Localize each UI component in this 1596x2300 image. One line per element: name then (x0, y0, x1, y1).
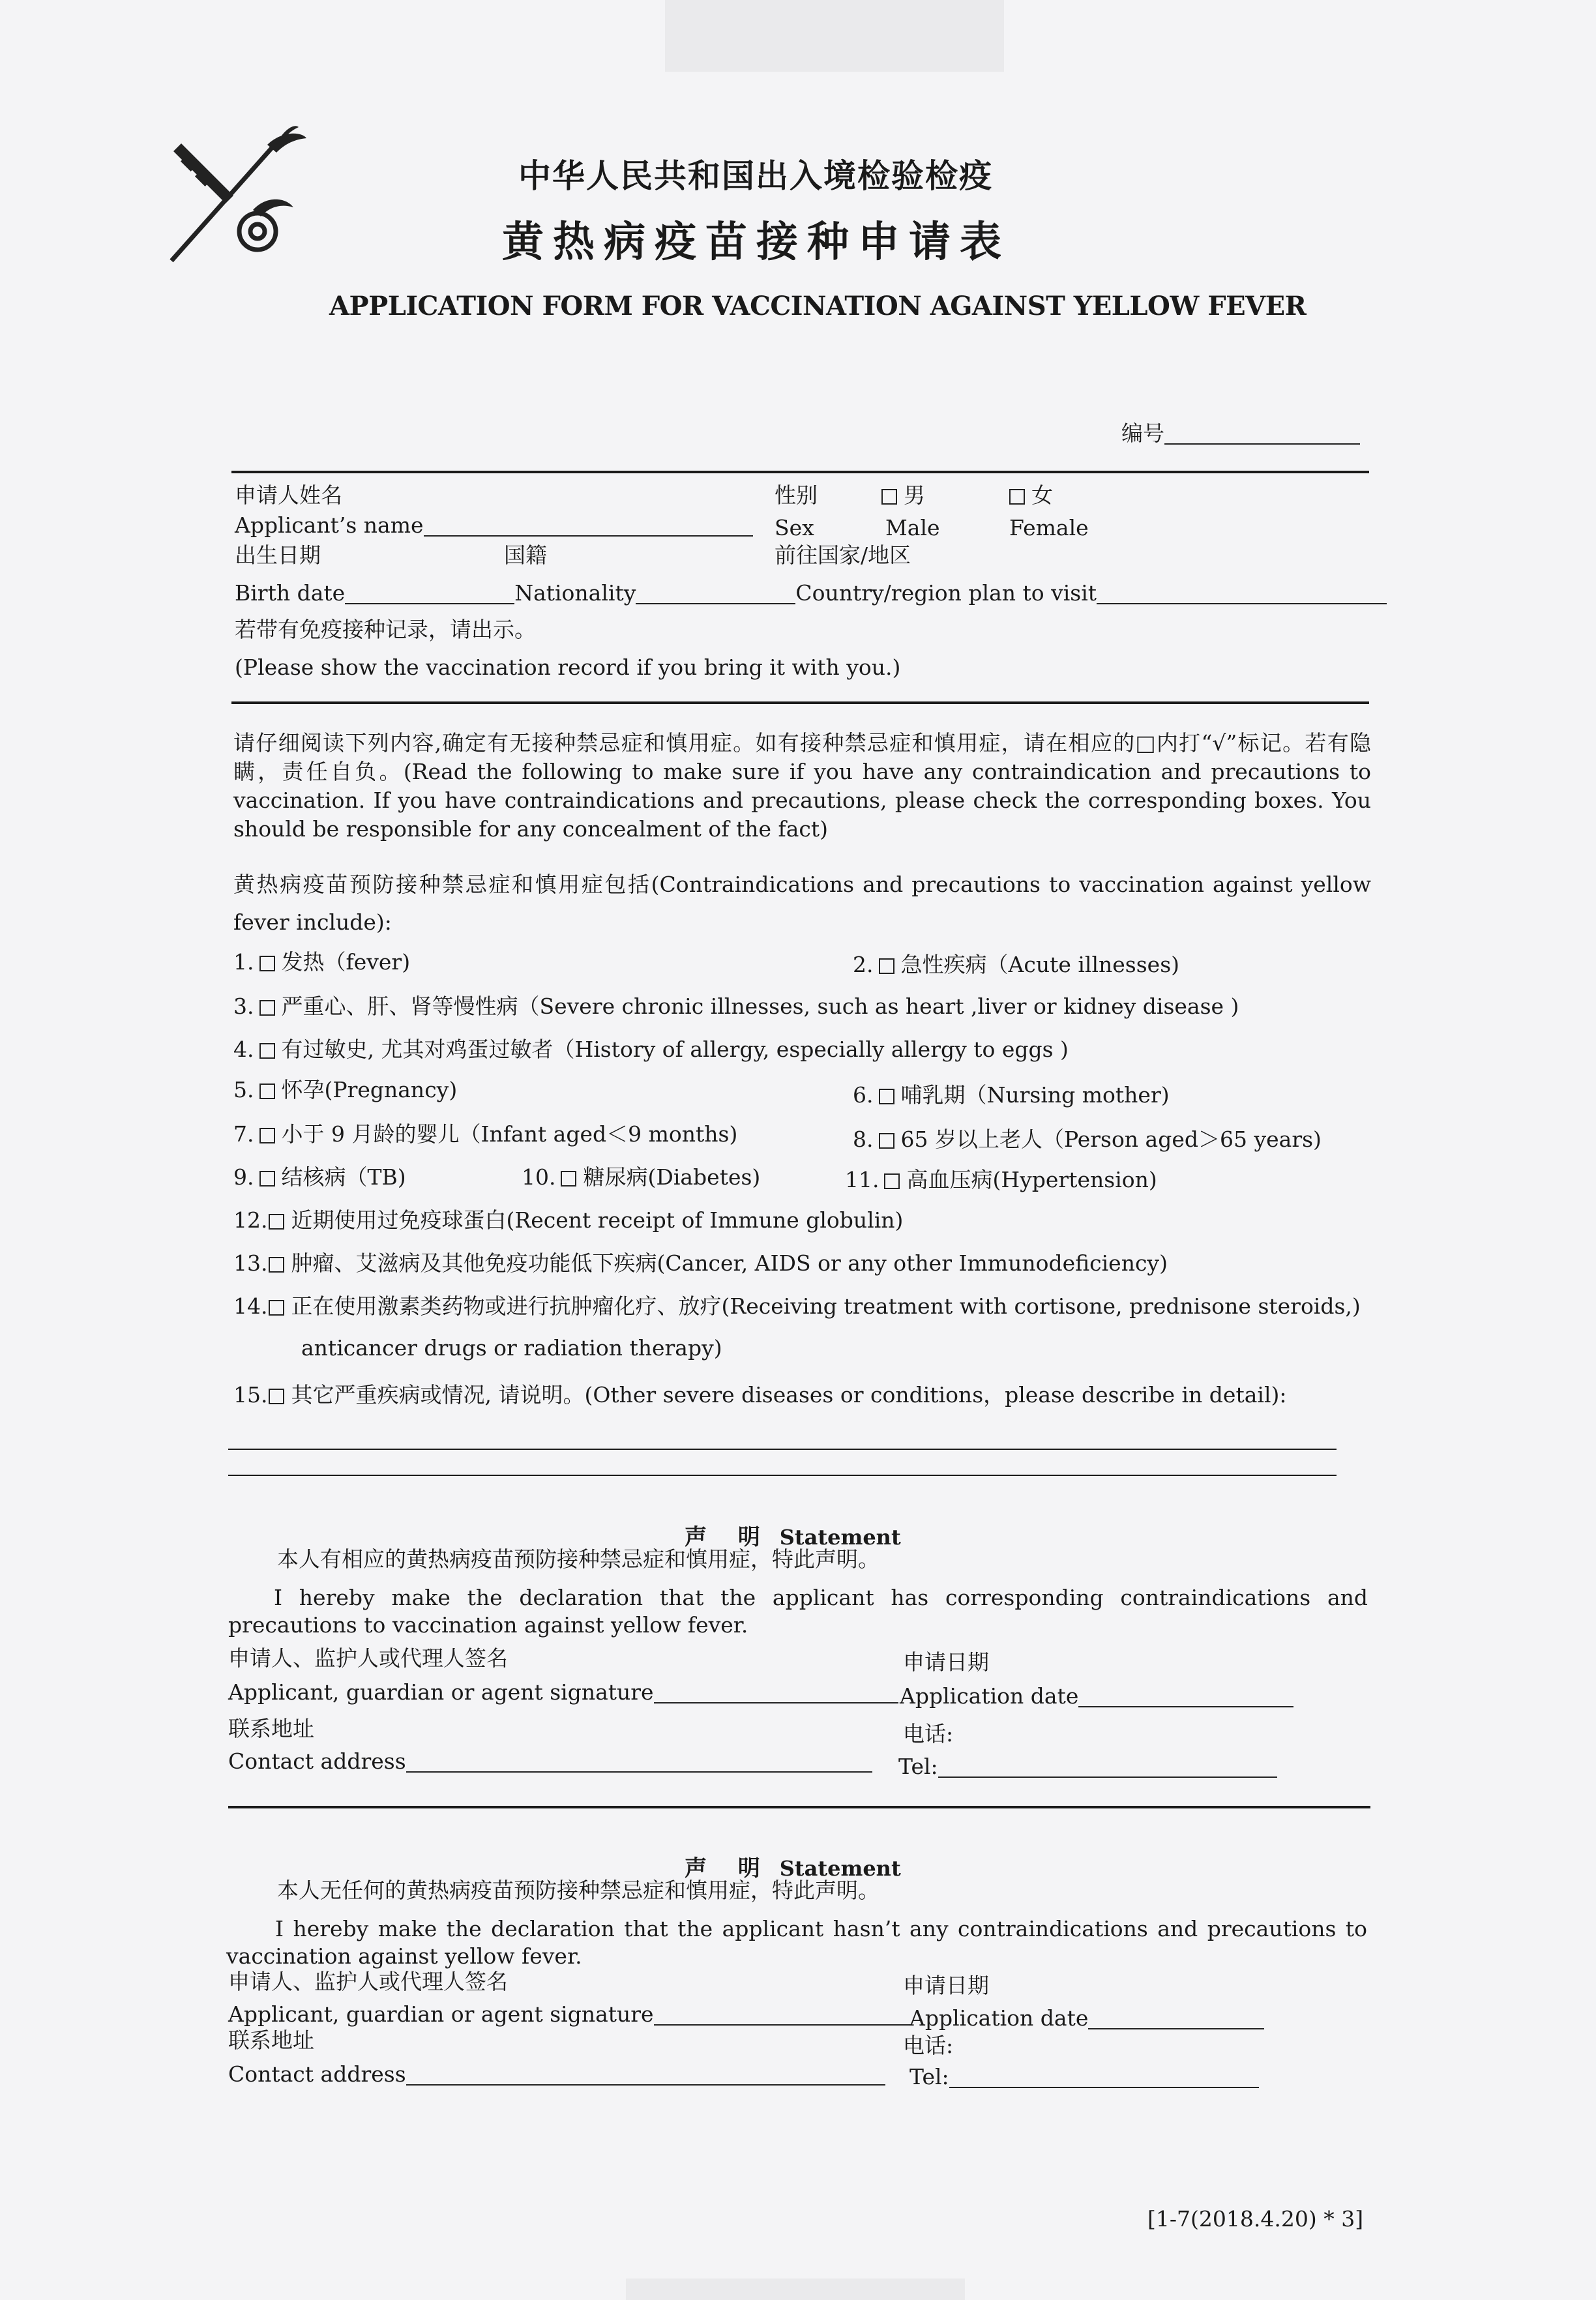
statement1-sig-cn: 申请人、监护人或代理人签名 (228, 1645, 508, 1671)
chronic-illness-checkbox[interactable] (259, 1000, 275, 1016)
scan-shadow-bottom (626, 2278, 965, 2300)
title-en: APPLICATION FORM FOR VACCINATION AGAINST YELLOW FEVER (329, 291, 1307, 321)
female-checkbox[interactable] (1009, 489, 1025, 505)
statement1-signature-field[interactable] (654, 1683, 898, 1703)
tb-checkbox[interactable] (259, 1171, 275, 1187)
statement2-sig-en: Applicant, guardian or agent signature (228, 2001, 911, 2027)
statement2-date-en: Application date (909, 2005, 1264, 2031)
other-details-line-1[interactable] (228, 1449, 1337, 1450)
birth-label-cn: 出生日期 (235, 542, 321, 568)
other-details-line-2[interactable] (228, 1475, 1337, 1476)
birth-row-en: Birth date Nationality Country/region plan to visit (235, 580, 1387, 606)
statement1-addr-en: Contact address (228, 1748, 872, 1775)
female-label-en: Female (1009, 515, 1089, 540)
male-checkbox[interactable] (881, 489, 897, 505)
name-label-cn: 申请人姓名 (235, 482, 342, 508)
item-nursing[interactable]: 6. 哺乳期（Nursing mother) (853, 1082, 1170, 1108)
statement2-addr-en: Contact address (228, 2061, 885, 2087)
other-checkbox[interactable] (269, 1389, 284, 1404)
statement1-tel-field[interactable] (938, 1757, 1277, 1778)
statement1-date-en: Application date (900, 1683, 1293, 1709)
sex-label-cn: 性别 (775, 482, 818, 508)
pregnancy-checkbox[interactable] (259, 1084, 275, 1099)
nursing-checkbox[interactable] (879, 1089, 894, 1104)
statement2-tel-en: Tel: (909, 2064, 1259, 2090)
statement2-body-en: I hereby make the declaration that the applicant hasn’t any contraindications and precautions to vaccination against yellow fever. (226, 1916, 1367, 1969)
statement2-tel-cn: 电话: (903, 2033, 954, 2058)
statement2-tel-field[interactable] (949, 2067, 1259, 2088)
name-label-en: Applicant’s name (235, 512, 753, 538)
item-chronic-illness[interactable]: 3. 严重心、肝、肾等慢性病（Severe chronic illnesses, such as heart ,liver or kidney disease ) (233, 994, 1239, 1019)
diabetes-checkbox[interactable] (561, 1171, 576, 1187)
acute-illness-checkbox[interactable] (879, 958, 894, 974)
statement1-body-en: I hereby make the declaration that the applicant has corresponding contraindications and precautions to vaccination against yellow fever. (228, 1585, 1368, 1638)
statement1-title: 声 明 Statement (685, 1524, 901, 1550)
country-field[interactable] (1097, 583, 1387, 604)
item-diabetes[interactable]: 10. 糖尿病(Diabetes) (522, 1164, 761, 1190)
serial-field[interactable] (1164, 424, 1360, 445)
item-elderly[interactable]: 8. 65 岁以上老人（Person aged＞65 years) (853, 1127, 1322, 1152)
nationality-label-cn: 国籍 (504, 542, 547, 568)
statement2-signature-field[interactable] (654, 2005, 911, 2026)
hypertension-checkbox[interactable] (884, 1173, 900, 1189)
item-tb[interactable]: 9. 结核病（TB) (233, 1164, 406, 1190)
sex-label-en: Sex (775, 515, 814, 540)
item-other[interactable]: 15. 其它严重疾病或情况, 请说明。(Other severe diseases or conditions，please describe in detail): (233, 1382, 1287, 1408)
item-fever[interactable]: 1. 发热（fever) (233, 949, 411, 975)
name-field[interactable] (424, 516, 753, 537)
infant-checkbox[interactable] (259, 1128, 275, 1143)
male-option[interactable]: 男 (881, 482, 925, 509)
statement1-tel-en: Tel: (898, 1754, 1277, 1780)
item-acute-illness[interactable]: 2. 急性疾病（Acute illnesses) (853, 952, 1180, 977)
statement1-addr-cn: 联系地址 (228, 1716, 314, 1741)
item-pregnancy[interactable]: 5. 怀孕(Pregnancy) (233, 1077, 458, 1102)
country-label-cn: 前往国家/地区 (775, 542, 911, 568)
item-infant[interactable]: 7. 小于 9 月龄的婴儿（Infant aged＜9 months) (233, 1121, 738, 1147)
statement1-sig-en: Applicant, guardian or agent signature (228, 1679, 898, 1705)
scan-shadow-top (665, 0, 1004, 72)
statement2-address-field[interactable] (406, 2065, 885, 2086)
allergy-checkbox[interactable] (259, 1043, 275, 1059)
title-cn-form: 黄热病疫苗接种申请表 (502, 218, 1011, 267)
item-immune-globulin[interactable]: 12. 近期使用过免疫球蛋白(Recent receipt of Immune globulin) (233, 1207, 904, 1233)
treatment-checkbox[interactable] (269, 1300, 284, 1316)
section-rule-1 (231, 701, 1369, 704)
male-label-en: Male (885, 515, 940, 540)
elderly-checkbox[interactable] (879, 1133, 894, 1149)
record-note-cn: 若带有免疫接种记录，请出示。 (235, 617, 536, 642)
item-hypertension[interactable]: 11. 高血压病(Hypertension) (845, 1167, 1157, 1192)
statement1-date-cn: 申请日期 (903, 1649, 989, 1675)
statement1-tel-cn: 电话: (903, 1721, 954, 1747)
statement2-body-cn: 本人无任何的黄热病疫苗预防接种禁忌症和慎用症，特此声明。 (277, 1878, 879, 1903)
fever-checkbox[interactable] (259, 956, 275, 971)
statement2-date-field[interactable] (1088, 2009, 1264, 2029)
statement1-body-cn: 本人有相应的黄热病疫苗预防接种禁忌症和慎用症，特此声明。 (277, 1546, 879, 1572)
immunodeficiency-checkbox[interactable] (269, 1257, 284, 1273)
statement1-date-field[interactable] (1078, 1687, 1293, 1707)
item-treatment[interactable]: 14. 正在使用激素类药物或进行抗肿瘤化疗、放疗(Receiving treatment with cortisone, prednisone steroids,) (233, 1293, 1361, 1319)
section-rule-2 (228, 1806, 1370, 1808)
statement2-date-cn: 申请日期 (903, 1973, 989, 1998)
statement2-sig-cn: 申请人、监护人或代理人签名 (228, 1969, 508, 1994)
form-code: [1-7(2018.4.20) * 3] (1147, 2206, 1364, 2232)
header-rule (231, 471, 1369, 473)
serial-label: 编号 (1121, 420, 1360, 447)
instructions-paragraph: 请仔细阅读下列内容,确定有无接种禁忌症和慎用症。如有接种禁忌症和慎用症，请在相应的□内打“√”标记。若有隐瞒，责任自负。(Read the following to make sure if you have any contraindication and precautions to vaccination. If you have contraindications and precautions, please check the corresponding boxes. You should be responsible for any concealment of the fact) (233, 730, 1371, 842)
birth-field[interactable] (345, 583, 514, 604)
logo-emblem (155, 124, 312, 267)
list-intro: 黄热病疫苗预防接种禁忌症和慎用症包括(Contraindications and precautions to vaccination against yellow fever include): (233, 872, 1371, 935)
female-option[interactable]: 女 (1009, 482, 1053, 509)
item-immunodeficiency[interactable]: 13. 肿瘤、艾滋病及其他免疫功能低下疾病(Cancer, AIDS or any other Immunodeficiency) (233, 1250, 1168, 1276)
record-note-en: (Please show the vaccination record if you bring it with you.) (235, 655, 901, 680)
item-treatment-cont: anticancer drugs or radiation therapy) (301, 1335, 722, 1361)
title-cn-org: 中华人民共和国出入境检验检疫 (518, 156, 993, 195)
immune-globulin-checkbox[interactable] (269, 1214, 284, 1230)
statement2-title: 声 明 Statement (685, 1855, 901, 1881)
statement2-addr-cn: 联系地址 (228, 2027, 314, 2053)
statement1-address-field[interactable] (406, 1752, 872, 1773)
item-allergy[interactable]: 4. 有过敏史, 尤其对鸡蛋过敏者（History of allergy, especially allergy to eggs ) (233, 1037, 1069, 1062)
nationality-field[interactable] (636, 583, 795, 604)
